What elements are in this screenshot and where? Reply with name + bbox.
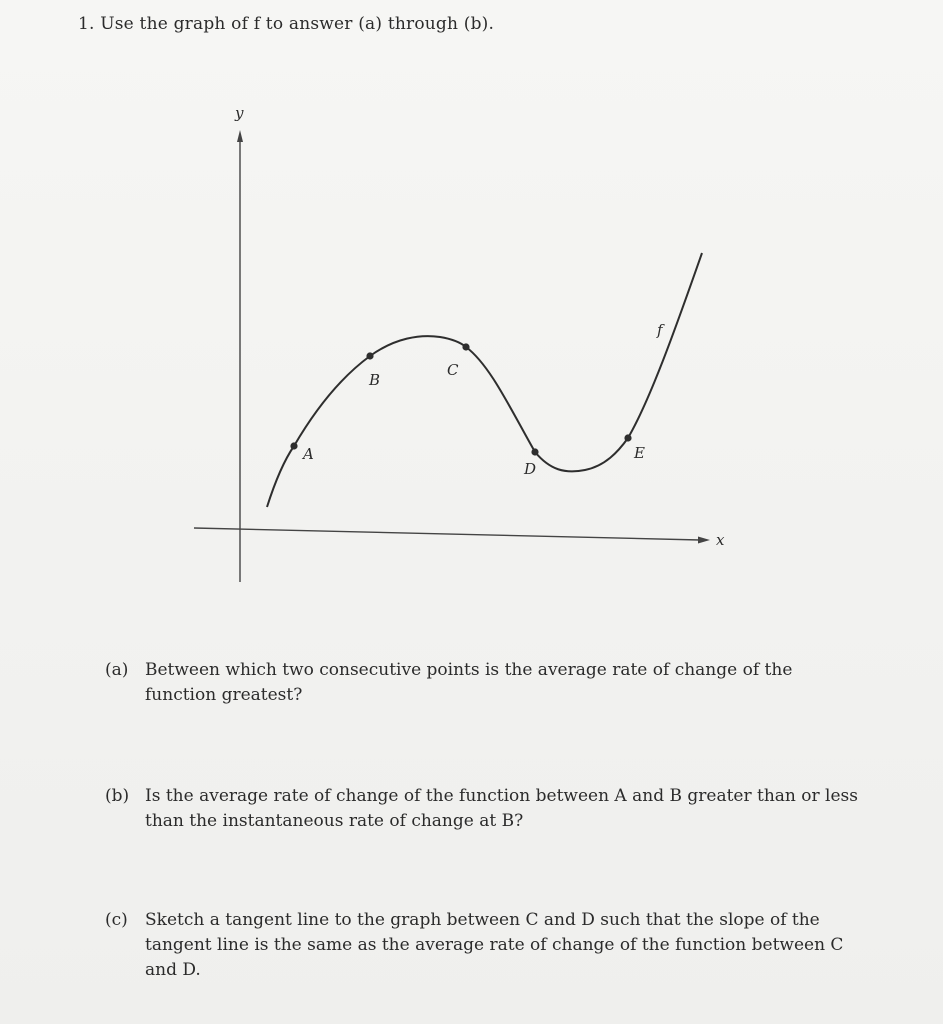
part-a-text: Between which two consecutive points is the average rate of change of the function greatest? (145, 660, 793, 705)
x-axis-arrow (698, 537, 710, 544)
point-a-label: A (303, 445, 314, 463)
point-e-label: E (634, 444, 645, 462)
point-c-marker (462, 343, 469, 350)
point-b-marker (366, 352, 373, 359)
part-b (105, 784, 865, 834)
part-b-label: (b) (105, 786, 130, 806)
function-label: f (657, 321, 663, 339)
x-axis (194, 528, 700, 540)
point-d-marker (531, 448, 538, 455)
part-c-text: Sketch a tangent line to the graph between C and D such that the slope of the tangent line is the same as the average rate of change of the function between C and D. (145, 910, 844, 980)
part-c (105, 908, 865, 983)
point-c-label: C (447, 361, 459, 379)
part-b-text: Is the average rate of change of the function between A and B greater than or less than the instantaneous rate of change at B? (145, 786, 858, 831)
x-axis-label: x (716, 531, 725, 549)
point-b-label: B (369, 371, 381, 389)
part-a-label: (a) (105, 660, 129, 680)
function-curve (267, 253, 702, 507)
y-axis-arrow (237, 130, 243, 142)
point-a-marker (290, 442, 297, 449)
question-heading: 1. Use the graph of f to answer (a) through (b). (78, 14, 495, 34)
part-c-label: (c) (105, 910, 128, 930)
y-axis-label: y (235, 104, 244, 122)
point-e-marker (624, 434, 631, 441)
part-a (105, 658, 865, 708)
point-d-label: D (524, 460, 537, 478)
